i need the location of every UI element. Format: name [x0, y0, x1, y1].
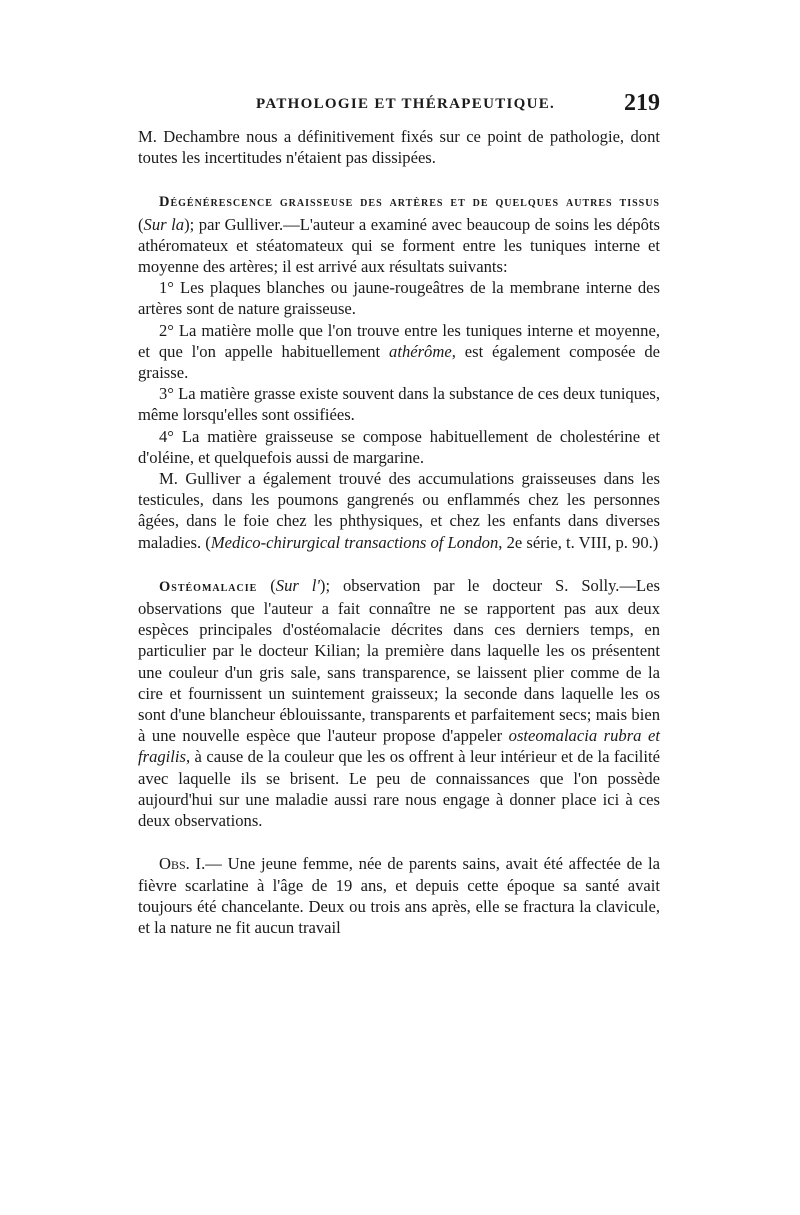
page-number: 219: [624, 90, 660, 116]
paragraph-point-4: [138, 426, 660, 468]
citation-italic: Medico-chirurgical transactions of London: [210, 532, 499, 552]
paragraph-observation-1: [138, 853, 660, 938]
reference-italic: Sur l': [275, 575, 320, 595]
paragraph-text: 3° La matière grasse existe souvent dans la substance de ces deux tuniques, même lorsqu'elles sont ossifiées.: [138, 384, 660, 425]
paragraph-dechambre: [138, 126, 660, 168]
reference-italic: Sur la: [143, 214, 185, 234]
paragraph-text: 4° La matière graisseuse se compose habituellement de cholestérine et d'oléine, et quelquefois aussi de margarine.: [138, 426, 660, 467]
paragraph-gulliver: [138, 468, 660, 553]
paragraph-text: ; observation par le docteur S. Solly.—Les observations que l'auteur a fait connaître ne se rapportent pas aux deux espèces principales d'ostéomalacie décrites dans ces derniers temps, en particulier par le docteur Kilian; la première dans laquelle les os présentent une couleur d'un gris sale, sans transparence, se laissent plier comme de la cire et fournissent un suintement graisseux; la seconde dans laquelle les os sont d'une blancheur éblouissante, transparents et parfaitement secs; mais bien à une nouvelle espèce que l'auteur propose d'appeler: [138, 575, 660, 746]
section-heading: Ostéomalacie: [159, 578, 258, 595]
paragraph-text: , 2e série, t. VIII, p. 90.): [498, 532, 659, 552]
observation-heading: Obs. I.: [159, 854, 206, 874]
running-header: [140, 90, 660, 122]
paragraph-osteomalacie: Ostéomalacie (Sur l'); observation par le docteur S. Solly.—Les observations que l'auteur a fait connaître ne se rapportent pas aux deux espèces principales d'ostéomalacie décrites dans ces derniers temps, en particulier par le docteur Kilian; la première dans laquelle les os présentent une couleur d'un gris sale, sans transparence, se laissent plier comme de la cire et fournissent un suintement graisseux; la seconde dans laquelle les os sont d'une blancheur éblouissante, transparents et parfaitement secs; mais bien à une nouvelle espèce que l'auteur propose d'appeler osteomalacia rubra et fragilis, à cause de la couleur que les os offrent à leur intérieur et de la facilité avec laquelle ils se brisent. Le peu de connaissances que l'on possède aujourd'hui sur une maladie aussi rare nous engage à donner place ici à ces deux observations.: [138, 575, 660, 831]
body-text: [138, 126, 660, 938]
paragraph-text: 2° La matière molle que l'on trouve entre les tuniques interne et moyenne, et que l'on appelle habituellement: [138, 320, 660, 361]
paragraph-text: , à cause de la couleur que les os offrent à leur intérieur et de la facilité avec laquelle ils se brisent. Le peu de connaissances que l'on possède aujourd'hui sur une maladie aussi rare nous engage à donner place ici à ces deux observations.: [138, 747, 660, 831]
italic-term: osteomalacia rubra et fragilis: [138, 726, 660, 767]
paragraph-point-3: [138, 383, 660, 425]
paragraph-text: M. Dechambre nous a définitivement fixés sur ce point de pathologie, dont toutes les incertitudes n'étaient pas dissipées.: [138, 127, 660, 168]
paragraph-text: M. Gulliver a également trouvé des accumulations graisseuses dans les testicules, dans les poumons gangrenés ou enflammés chez les personnes âgées, dans le foie chez les phthysiques, et chez les enfants dans diverses maladies. (: [138, 469, 660, 552]
italic-term: athérôme: [389, 341, 452, 361]
paragraph-degenerescence: Dégénérescence graisseuse des artères et de quelques autres tissus (Sur la); par Gulliver.—L'auteur a examiné avec beaucoup de soins les dépôts athéromateux et stéatomateux qui se forment entre les tuniques interne et moyenne des artères; il est arrivé aux résultats suivants:: [138, 194, 661, 277]
section-heading: Dégénérescence graisseuse des artères et de quelques autres tissus: [159, 194, 660, 211]
paragraph-text: , est également composée de graisse.: [138, 341, 660, 383]
paragraph-point-1: [138, 277, 660, 319]
running-title: PATHOLOGIE ET THÉRAPEUTIQUE.: [256, 96, 556, 112]
paragraph-text: ; par Gulliver.—L'auteur a examiné avec beaucoup de soins les dépôts athéromateux et stéatomateux qui se forment entre les tuniques interne et moyenne des artères; il est arrivé aux résultats suivants:: [138, 214, 661, 277]
paragraph-point-2: [138, 320, 660, 384]
paragraph-text: 1° Les plaques blanches ou jaune-rougeâtres de la membrane interne des artères sont de nature graisseuse.: [138, 278, 660, 319]
paragraph-text: — Une jeune femme, née de parents sains, avait été affectée de la fièvre scarlatine à l'âge de 19 ans, et depuis cette époque sa santé avait toujours été chancelante. Deux ou trois ans après, elle se fractura la clavicule, et la nature ne fit aucun travail: [138, 854, 661, 937]
